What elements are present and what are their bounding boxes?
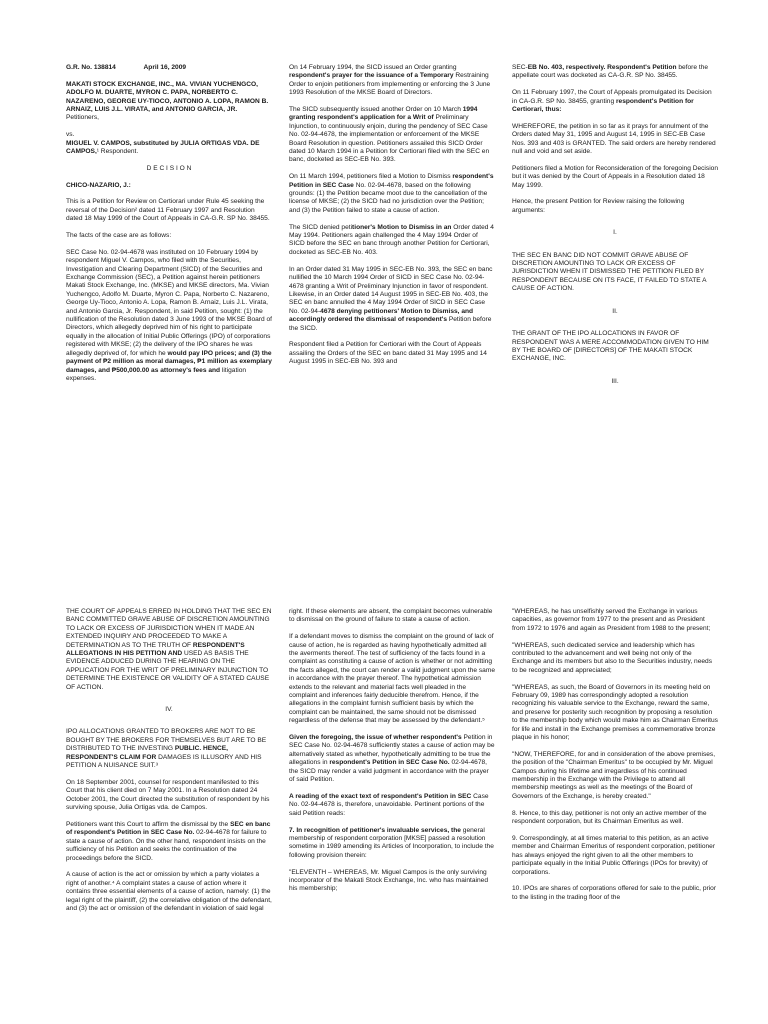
- paragraph-whereas-3: "WHEREAS, as such, the Board of Governors in its meeting held on February 09, 1989 has correspondingly adopted a resolution recognizing his valuable service to the Exchange, reward the same, and preserve for posterity such recognition by proposing a resolution to the membership body which would make him as Chairman Emeritus for life and install in the Exchange premises a commemorative bronze plaque in his honor;: [512, 683, 718, 742]
- paragraph-wherefore: WHEREFORE, the petition in so far as it prays for annulment of the Orders dated May 31, 1995 and August 14, 1995 in SEC-EB Case Nos. 393 and 403 is GRANTED. The said orders are hereby rendered null and void and set aside.: [512, 122, 716, 156]
- paragraph-reconsideration: Petitioners filed a Motion for Reconsideration of the foregoing Decision but it was denied by the Court of Appeals in a Resolution dated 18 May 1999.: [512, 164, 718, 189]
- paragraph-substitution: On 18 September 2001, counsel for respondent manifested to this Court that his client died on 7 May 2001. In a Resolution dated 24 October 2001, the Court directed the substitution of respondent by his surviving spouse, Julia Ortigas vda. de Campos.: [66, 778, 270, 812]
- page2-column-3: [512, 608, 718, 911]
- page1-column-3: [512, 64, 718, 395]
- argument-2: THE GRANT OF THE IPO ALLOCATIONS IN FAVOR OF RESPONDENT WAS A MERE ACCOMMODATION GIVEN TO HIM BY THE BOARD OF [DIRECTORS] OF THE MAKATI STOCK EXCHANGE, INC.: [512, 330, 709, 363]
- paragraph-exact-text: A reading of the exact text of respondent's Petition in SEC Case No. 02-94-4678 is, therefore, unavoidable. Pertinent portions of the said Petition reads:: [289, 792, 489, 817]
- parties-vs: vs.: [66, 131, 75, 139]
- paragraph-facts: The facts of the case are as follows:: [66, 232, 172, 240]
- argument-3: THE COURT OF APPEALS ERRED IN HOLDING THAT THE SEC EN BANC COMMITTED GRAVE ABUSE OF DISCRETION AMOUNTING TO LACK OR EXCESS OF JURISDICTION WHEN IT MADE AN EXTENDED INQUIRY AND PROCEEDED TO MAKE A DETERMINATION AS TO THE TRUTH OF RESPONDENT'S ALLEGATIONS IN HIS PETITION AND USED AS BASIS THE EVIDENCE ADDUCED DURING THE HEARING ON THE APPLICATION FOR THE WRIT OF PRELIMINARY INJUNCTION TO DETERMINE THE EXISTENCE OR VALIDITY OF A STATED CAUSE OF ACTION.: [66, 608, 272, 691]
- paragraph-writ: The SICD subsequently issued another Order on 10 March 1994 granting respondent's application for a Writ of Preliminary Injunction, to continuously enjoin, during the pendency of SEC Case No. 02-94-4678, the implementation or enforcement of the MKSE Board Resolution in question. Petitioners assailed this SICD Order dated 10 March 1994 in a Petition for Certiorari filed with the SEC en banc, docketed as SEC-EB No. 393.: [289, 106, 490, 164]
- paragraph-motion-dismiss: On 11 March 1994, petitioners filed a Motion to Dismiss respondent's Petition in SEC Case No. 02-94-4678, based on the following grounds: (1) the Petition became moot due to the cancellation of the license of MKSE; (2) the SICD had no jurisdiction over the Petition; and (3) the Petition failed to state a cause of action.: [289, 173, 494, 214]
- paragraph-certiorari: Respondent filed a Petition for Certiorari with the Court of Appeals assailing the Orders of the SEC en banc dated 31 May 1995 and 14 August 1995 in SEC-EB No. 393 and: [289, 341, 487, 366]
- page2-column-2: [289, 608, 495, 902]
- roman-numeral-4: IV.: [165, 706, 173, 714]
- paragraph-eleventh: "ELEVENTH – WHEREAS, Mr. Miguel Campos is the only surviving incorporator of the Makati Stock Exchange, Inc. who has maintained his membership;: [289, 868, 489, 893]
- paragraph-item-8: 8. Hence, to this day, petitioner is not only an active member of the respondent corporation, but its Chairman Emeritus as well.: [512, 809, 707, 826]
- paragraph-affirm-dismissal: Petitioners want this Court to affirm the dismissal by the SEC en banc of respondent's Petition in SEC Case No. 02-94-4678 for failure to state a cause of action. On the other hand, respondent insists on the sufficiency of his Petition and seeks the continuation of the proceedings before the SICD.: [66, 820, 271, 862]
- document-page-2: [0, 512, 768, 1024]
- paragraph-item-10: 10. IPOs are shares of corporations offered for sale to the public, prior to the listing in the trading floor of the: [512, 885, 717, 901]
- ponente: CHICO-NAZARIO, J.:: [66, 181, 131, 189]
- parties-respondent: MIGUEL V. CAMPOS, substituted by JULIA ORTIGAS VDA. DE CAMPOS,¹ Respondent.: [66, 139, 260, 156]
- parties-petitioners: MAKATI STOCK EXCHANGE, INC., MA. VIVIAN YUCHENGCO, ADOLFO M. DUARTE, MYRON C. PAPA, NORBERTO C. NAZARENO, GEORGE UY-TIOCO, ANTONIO A. LOPA, RAMON B. ARNAIZ, LUIS J.L. VIRATA, and ANTONIO GARCIA, JR. Petitioners,: [66, 80, 269, 122]
- page1-column-1: [66, 64, 272, 392]
- argument-4: IPO ALLOCATIONS GRANTED TO BROKERS ARE NOT TO BE BOUGHT BY THE BROKERS FOR THEMSELVES BUT ARE TO BE DISTRIBUTED TO THE INVESTING PUBLIC. HENCE, RESPONDENT'S CLAIM FOR DAMAGES IS ILLUSORY AND HIS PETITION A NUISANCE SUIT.³: [66, 728, 267, 770]
- page2-column-1: [66, 608, 272, 922]
- paragraph-ca-decision: On 11 February 1997, the Court of Appeals promulgated its Decision in CA-G.R. SP No. 38455, granting respondent's Petition for Certiorari, thus:: [512, 89, 712, 114]
- case-date: April 16, 2009: [143, 64, 187, 71]
- paragraph-docketed: SEC-EB No. 403, respectively. Respondent's Petition before the appellate court was docketed as CA-G.R. SP No. 38455.: [512, 64, 709, 80]
- roman-numeral-3: III.: [611, 377, 619, 385]
- paragraph-en-banc-order: In an Order dated 31 May 1995 in SEC-EB No. 393, the SEC en banc nullified the 10 March 1994 Order of SICD in SEC Case No. 02-94-4678 granting a Writ of Preliminary Injunction in favor of respondent. Likewise, in an Order dated 14 August 1995 in SEC-EB No. 403, the SEC en banc annulled the 4 May 1994 Order of SICD in SEC Case No. 02-94-4678 denying petitioners' Motion to Dismiss, and accordingly ordered the dismissal of respondent's Petition before the SICD.: [289, 265, 493, 332]
- case-header: [66, 64, 272, 72]
- paragraph-whereas-2: "WHEREAS, such dedicated service and leadership which has contributed to the advancement and well being not only of the Exchange and its members but also to the Securities industry, needs to be recognized and appreciated;: [512, 641, 712, 674]
- paragraph-tro: On 14 February 1994, the SICD issued an Order granting respondent's prayer for the issuance of a Temporary Restraining Order to enjoin petitioners from implementing or enforcing the 3 June 1993 Resolution of the MKSE Board of Directors.: [289, 64, 491, 97]
- paragraph-intro: This is a Petition for Review on Certiorari under Rule 45 seeking the reversal of the Decision² dated 11 February 1997 and Resolution dated 18 May 1999 of the Court of Appeals in CA-G.R. SP No. 38455.: [66, 198, 270, 223]
- paragraph-item-9: 9. Correspondingly, at all times material to this petition, as an active member and Chairman Emeritus of respondent corporation, petitioner has always enjoyed the right given to all the other members to participate equally in the Initial Public Offerings (IPOs for brevity) of corporations.: [512, 834, 716, 876]
- paragraph-recognition: 7. In recognition of petitioner's invaluable services, the general membership of respondent corporation [MKSE] passed a resolution sometime in 1989 amending its Articles of Incorporation, to include the following provision therein:: [289, 826, 494, 859]
- paragraph-whereas-1: "WHEREAS, he has unselfishly served the Exchange in various capacities, as governor from 1977 to the present and as President from 1972 to 1976 and again as President from 1988 to the present;: [512, 608, 711, 632]
- paragraph-hypothetical-admission: If a defendant moves to dismiss the complaint on the ground of lack of cause of action, he is regarded as having hypothetically admitted all the averments thereof. The test of sufficiency of the facts found in a complaint as constituting a cause of action is whether or not admitting the facts alleged, the court can render a valid judgment upon the same in accordance with the prayer thereof. The hypothetical admission extends to the relevant and material facts well pleaded in the complaint and inferences fairly deducible therefrom. Hence, if the allegations in the complaint furnish sufficient basis by which the complaint can be maintained, the same should not be dismissed regardless of the defense that may be assessed by the defendant.⁵: [289, 633, 495, 725]
- paragraph-sicd-denied: The SICD denied petitioner's Motion to Dismiss in an Order dated 4 May 1994. Petitioners again challenged the 4 May 1994 Order of SICD before the SEC en banc through another Petition for Certiorari, docketed as SEC-EB No. 403.: [289, 223, 494, 256]
- argument-1: THE SEC EN BANC DID NOT COMMIT GRAVE ABUSE OF DISCRETION AMOUNTING TO LACK OR EXCESS OF JURISDICTION WHEN IT DISMISSED THE PETITION FILED BY RESPONDENT BECAUSE ON ITS FACE, IT FAILED TO STATE A CAUSE OF ACTION.: [512, 251, 707, 293]
- paragraph-now-therefore: "NOW, THEREFORE, for and in consideration of the above premises, the position of the "Chairman Emeritus" to be occupied by Mr. Miguel Campos during his lifetime and irregardless of his continued membership in the Exchange with the Privilege to attend all membership meetings as well as the meetings of the Board of Governors of the Exchange, is hereby created.": [512, 750, 716, 800]
- decision-heading: D E C I S I O N: [146, 164, 192, 172]
- paragraph-sec-case: SEC Case No. 02-94-4678 was instituted on 10 February 1994 by respondent Miguel V. Campos, who filed with the Securities, Investigation and Clearing Department (SICD) of the Securities and Exchange Commission (SEC), a Petition against herein petitioners Makati Stock Exchange, Inc. (MKSE) and MKSE directors, Ma. Vivian Yuchengco, Adolfo M. Duarte, Myron C. Papa, Norberto C. Nazareno, George Uy-Tioco, Antonio A. Lopa, Ramon B. Arnaiz, Luis J.L. Virata, and Antonio Garcia, Jr. Respondent, in said Petition, sought: (1) the nullification of the Resolution dated 3 June 1993 of the MKSE Board of Directors, which allegedly deprived him of his right to participate equally in the allocation of Initial Public Offerings (IPO) of corporations registered with MKSE; (2) the delivery of the IPO shares he was allegedly deprived of, for which he would pay IPO prices; and (3) the payment of ₱2 million as moral damages, ₱1 million as exemplary damages, and ₱500,000.00 as attorney's fees and litigation expenses.: [66, 248, 273, 382]
- roman-numeral-1: I.: [613, 229, 617, 237]
- roman-numeral-2: II.: [612, 307, 618, 315]
- case-number: G.R. No. 138814: [66, 64, 116, 71]
- paragraph-hence: Hence, the present Petition for Review raising the following arguments:: [512, 198, 685, 214]
- paragraph-given-foregoing: Given the foregoing, the issue of whether respondent's Petition in SEC Case No. 02-94-4678 sufficiently states a cause of action may be alternatively stated as whether, hypothetically admitting to be true the allegations in respondent's Petition in SEC Case No. 02-94-4678, the SICD may render a valid judgment in accordance with the prayer of said Petition.: [289, 734, 495, 784]
- paragraph-cause-of-action: A cause of action is the act or omission by which a party violates a right of another.⁴ A complaint states a cause of action where it contains three essential elements of a cause of action, namely: (1) the legal right of the plaintiff, (2) the correlative obligation of the defendant, and (3) the act or omission of the defendant in violation of said legal: [66, 871, 272, 912]
- paragraph-elements-absent: right. If these elements are absent, the complaint becomes vulnerable to dismissal on the ground of failure to state a cause of action.: [289, 608, 493, 624]
- page1-column-2: [289, 64, 495, 375]
